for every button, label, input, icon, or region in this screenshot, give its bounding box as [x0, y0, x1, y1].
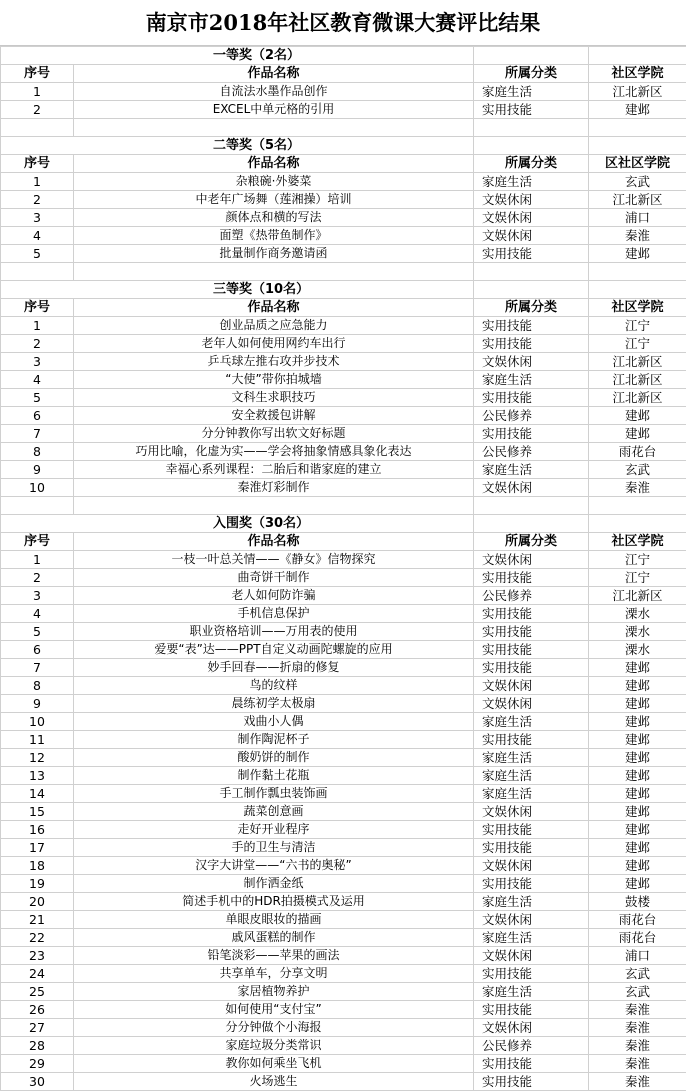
row-number-cell: 7	[1, 425, 74, 443]
category-cell: 家庭生活	[474, 371, 589, 389]
award-title: 二等奖（5名）	[1, 137, 474, 155]
college-cell: 建邺	[589, 749, 686, 767]
spacer-row	[1, 119, 686, 137]
row-number-cell: 19	[1, 875, 74, 893]
college-cell: 建邺	[589, 803, 686, 821]
college-cell: 建邺	[589, 857, 686, 875]
row-number-cell: 8	[1, 443, 74, 461]
category-cell: 家庭生活	[474, 749, 589, 767]
row-number-header: 序号	[1, 155, 74, 173]
table-row	[1, 245, 686, 263]
table-row	[1, 605, 686, 623]
college-cell: 玄武	[589, 983, 686, 1001]
category-cell: 实用技能	[474, 425, 589, 443]
work-name-cell: 职业资格培训——万用表的使用	[74, 623, 474, 641]
category-cell: 家庭生活	[474, 983, 589, 1001]
table-row	[1, 173, 686, 191]
category-header: 所属分类	[474, 299, 589, 317]
college-cell: 建邺	[589, 875, 686, 893]
work-name-cell: 制作黏土花瓶	[74, 767, 474, 785]
table-row	[1, 209, 686, 227]
row-number-cell: 23	[1, 947, 74, 965]
table-row	[1, 371, 686, 389]
table-row	[1, 83, 686, 101]
row-number-cell: 13	[1, 767, 74, 785]
category-header: 所属分类	[474, 155, 589, 173]
work-name-header: 作品名称	[74, 65, 474, 83]
row-number-cell: 10	[1, 479, 74, 497]
college-cell: 秦淮	[589, 1055, 686, 1073]
work-name-cell: 制作洒金纸	[74, 875, 474, 893]
table-row	[1, 353, 686, 371]
work-name-cell: 蔬菜创意画	[74, 803, 474, 821]
work-name-header: 作品名称	[74, 155, 474, 173]
college-cell: 江北新区	[589, 353, 686, 371]
work-name-cell: 制作陶泥杯子	[74, 731, 474, 749]
table-row	[1, 1001, 686, 1019]
table-row	[1, 929, 686, 947]
row-number-cell: 10	[1, 713, 74, 731]
table-row	[1, 1037, 686, 1055]
college-cell: 江北新区	[589, 191, 686, 209]
college-cell: 建邺	[589, 767, 686, 785]
row-number-cell: 4	[1, 605, 74, 623]
work-name-cell: 如何使用“支付宝”	[74, 1001, 474, 1019]
table-row	[1, 893, 686, 911]
row-number-cell: 14	[1, 785, 74, 803]
work-name-cell: 一枝一叶总关情——《静女》信物探究	[74, 551, 474, 569]
work-name-cell: 面塑《热带鱼制作》	[74, 227, 474, 245]
row-number-cell: 12	[1, 749, 74, 767]
college-cell: 建邺	[589, 821, 686, 839]
college-cell: 玄武	[589, 965, 686, 983]
college-cell: 浦口	[589, 209, 686, 227]
work-name-cell: 教你如何乘坐飞机	[74, 1055, 474, 1073]
table-row	[1, 695, 686, 713]
table-row	[1, 587, 686, 605]
row-number-cell: 4	[1, 371, 74, 389]
category-cell: 家庭生活	[474, 713, 589, 731]
table-row	[1, 461, 686, 479]
college-cell: 玄武	[589, 461, 686, 479]
empty-cell	[74, 263, 474, 281]
row-number-cell: 7	[1, 659, 74, 677]
work-name-cell: 中老年广场舞（莲湘操）培训	[74, 191, 474, 209]
college-cell: 玄武	[589, 173, 686, 191]
column-header-row	[1, 533, 686, 551]
row-number-cell: 6	[1, 641, 74, 659]
college-cell: 江北新区	[589, 389, 686, 407]
work-name-cell: 鸟的纹样	[74, 677, 474, 695]
empty-cell	[589, 137, 686, 155]
work-name-cell: 巧用比喻，化虚为实——学会将抽象情感具象化表达	[74, 443, 474, 461]
category-cell: 家庭生活	[474, 767, 589, 785]
table-row	[1, 911, 686, 929]
row-number-cell: 1	[1, 317, 74, 335]
college-cell: 秦淮	[589, 1001, 686, 1019]
college-cell: 雨花台	[589, 911, 686, 929]
college-cell: 秦淮	[589, 1037, 686, 1055]
work-name-cell: 手工制作瓢虫装饰画	[74, 785, 474, 803]
college-cell: 建邺	[589, 407, 686, 425]
row-number-header: 序号	[1, 533, 74, 551]
category-cell: 家庭生活	[474, 83, 589, 101]
award-title: 入围奖（30名）	[1, 515, 474, 533]
category-cell: 实用技能	[474, 335, 589, 353]
work-name-cell: 手机信息保护	[74, 605, 474, 623]
college-cell: 江北新区	[589, 371, 686, 389]
table-row	[1, 101, 686, 119]
work-name-cell: 简述手机中的HDR拍摄模式及运用	[74, 893, 474, 911]
row-number-cell: 5	[1, 389, 74, 407]
row-number-cell: 30	[1, 1073, 74, 1091]
college-cell: 江宁	[589, 317, 686, 335]
award-title: 三等奖（10名）	[1, 281, 474, 299]
category-cell: 实用技能	[474, 245, 589, 263]
table-row	[1, 335, 686, 353]
category-cell: 实用技能	[474, 569, 589, 587]
category-cell: 实用技能	[474, 1055, 589, 1073]
category-cell: 文娱休闲	[474, 551, 589, 569]
college-header: 社区学院	[589, 533, 686, 551]
table-row	[1, 983, 686, 1001]
category-cell: 文娱休闲	[474, 677, 589, 695]
category-cell: 实用技能	[474, 659, 589, 677]
row-number-cell: 24	[1, 965, 74, 983]
row-number-cell: 16	[1, 821, 74, 839]
empty-cell	[1, 119, 74, 137]
table-row	[1, 1055, 686, 1073]
row-number-cell: 6	[1, 407, 74, 425]
work-name-cell: 酸奶饼的制作	[74, 749, 474, 767]
category-cell: 家庭生活	[474, 785, 589, 803]
table-row	[1, 407, 686, 425]
college-cell: 建邺	[589, 659, 686, 677]
table-row	[1, 569, 686, 587]
category-cell: 实用技能	[474, 821, 589, 839]
work-name-cell: 家庭垃圾分类常识	[74, 1037, 474, 1055]
work-name-cell: 共享单车，分享文明	[74, 965, 474, 983]
work-name-cell: 自流法水墨作品创作	[74, 83, 474, 101]
award-title: 一等奖（2名）	[1, 47, 474, 65]
table-row	[1, 389, 686, 407]
row-number-cell: 5	[1, 245, 74, 263]
category-cell: 家庭生活	[474, 929, 589, 947]
empty-cell	[589, 263, 686, 281]
row-number-cell: 2	[1, 569, 74, 587]
table-row	[1, 821, 686, 839]
empty-cell	[589, 47, 686, 65]
table-row	[1, 947, 686, 965]
empty-cell	[474, 281, 589, 299]
award-title-row	[1, 515, 686, 533]
category-cell: 文娱休闲	[474, 209, 589, 227]
category-cell: 公民修养	[474, 443, 589, 461]
college-cell: 雨花台	[589, 929, 686, 947]
empty-cell	[589, 119, 686, 137]
table-row	[1, 191, 686, 209]
row-number-cell: 2	[1, 335, 74, 353]
college-cell: 江北新区	[589, 83, 686, 101]
row-number-header: 序号	[1, 65, 74, 83]
category-cell: 家庭生活	[474, 893, 589, 911]
row-number-cell: 27	[1, 1019, 74, 1037]
table-row	[1, 677, 686, 695]
work-name-cell: 妙手回春——折扇的修复	[74, 659, 474, 677]
work-name-cell: 创业品质之应急能力	[74, 317, 474, 335]
column-header-row	[1, 299, 686, 317]
work-name-cell: 走好开业程序	[74, 821, 474, 839]
category-cell: 实用技能	[474, 389, 589, 407]
row-number-cell: 3	[1, 353, 74, 371]
college-cell: 建邺	[589, 839, 686, 857]
table-row	[1, 623, 686, 641]
results-table-body	[1, 47, 686, 1091]
category-cell: 实用技能	[474, 317, 589, 335]
category-cell: 文娱休闲	[474, 857, 589, 875]
row-number-cell: 1	[1, 83, 74, 101]
row-number-cell: 17	[1, 839, 74, 857]
table-row	[1, 551, 686, 569]
category-cell: 实用技能	[474, 101, 589, 119]
work-name-cell: 曲奇饼干制作	[74, 569, 474, 587]
work-name-cell: 晨练初学太极扇	[74, 695, 474, 713]
work-name-cell: 颜体点和横的写法	[74, 209, 474, 227]
empty-cell	[589, 281, 686, 299]
row-number-cell: 9	[1, 695, 74, 713]
category-cell: 公民修养	[474, 587, 589, 605]
row-number-cell: 3	[1, 209, 74, 227]
work-name-cell: 分分钟做个小海报	[74, 1019, 474, 1037]
column-header-row	[1, 65, 686, 83]
college-cell: 鼓楼	[589, 893, 686, 911]
college-cell: 江宁	[589, 569, 686, 587]
empty-cell	[1, 497, 74, 515]
table-row	[1, 317, 686, 335]
table-row	[1, 857, 686, 875]
table-row	[1, 659, 686, 677]
college-cell: 江北新区	[589, 587, 686, 605]
category-cell: 实用技能	[474, 605, 589, 623]
row-number-cell: 1	[1, 173, 74, 191]
college-cell: 建邺	[589, 677, 686, 695]
table-row	[1, 875, 686, 893]
college-cell: 建邺	[589, 731, 686, 749]
category-header: 所属分类	[474, 533, 589, 551]
table-row	[1, 227, 686, 245]
college-cell: 雨花台	[589, 443, 686, 461]
work-name-cell: 戚风蛋糕的制作	[74, 929, 474, 947]
table-row	[1, 479, 686, 497]
table-row	[1, 443, 686, 461]
table-row	[1, 1019, 686, 1037]
award-title-row	[1, 281, 686, 299]
work-name-header: 作品名称	[74, 533, 474, 551]
category-cell: 文娱休闲	[474, 353, 589, 371]
category-cell: 实用技能	[474, 731, 589, 749]
results-table	[0, 46, 686, 1091]
category-cell: 家庭生活	[474, 173, 589, 191]
work-name-cell: 手的卫生与清洁	[74, 839, 474, 857]
page-title: 南京市2018年社区教育微课大赛评比结果	[0, 0, 686, 46]
award-title-row	[1, 137, 686, 155]
empty-cell	[474, 497, 589, 515]
work-name-cell: 铅笔淡彩——苹果的画法	[74, 947, 474, 965]
work-name-cell: 幸福心系列课程：二胎后和谐家庭的建立	[74, 461, 474, 479]
work-name-cell: EXCEL中单元格的引用	[74, 101, 474, 119]
category-cell: 文娱休闲	[474, 947, 589, 965]
work-name-cell: 文科生求职技巧	[74, 389, 474, 407]
category-cell: 文娱休闲	[474, 695, 589, 713]
category-cell: 家庭生活	[474, 461, 589, 479]
work-name-cell: 单眼皮眼妆的描画	[74, 911, 474, 929]
category-cell: 实用技能	[474, 641, 589, 659]
row-number-cell: 21	[1, 911, 74, 929]
college-cell: 溧水	[589, 641, 686, 659]
category-cell: 实用技能	[474, 839, 589, 857]
work-name-cell: 分分钟教你写出软文好标题	[74, 425, 474, 443]
category-cell: 文娱休闲	[474, 803, 589, 821]
college-cell: 秦淮	[589, 1073, 686, 1091]
work-name-cell: 老人如何防诈骗	[74, 587, 474, 605]
empty-cell	[474, 515, 589, 533]
row-number-cell: 20	[1, 893, 74, 911]
college-cell: 秦淮	[589, 227, 686, 245]
category-cell: 文娱休闲	[474, 911, 589, 929]
row-number-cell: 26	[1, 1001, 74, 1019]
row-number-cell: 3	[1, 587, 74, 605]
college-cell: 建邺	[589, 245, 686, 263]
row-number-cell: 4	[1, 227, 74, 245]
row-number-cell: 22	[1, 929, 74, 947]
category-cell: 实用技能	[474, 1001, 589, 1019]
row-number-cell: 11	[1, 731, 74, 749]
college-cell: 建邺	[589, 785, 686, 803]
college-cell: 江宁	[589, 335, 686, 353]
empty-cell	[474, 47, 589, 65]
work-name-cell: 乒乓球左推右攻并步技术	[74, 353, 474, 371]
category-cell: 公民修养	[474, 1037, 589, 1055]
work-name-cell: 安全救援包讲解	[74, 407, 474, 425]
row-number-cell: 2	[1, 101, 74, 119]
category-cell: 实用技能	[474, 875, 589, 893]
table-row	[1, 1073, 686, 1091]
spacer-row	[1, 263, 686, 281]
college-header: 社区学院	[589, 299, 686, 317]
work-name-cell: 家居植物养护	[74, 983, 474, 1001]
college-cell: 建邺	[589, 101, 686, 119]
table-row	[1, 839, 686, 857]
row-number-cell: 28	[1, 1037, 74, 1055]
table-row	[1, 785, 686, 803]
row-number-cell: 1	[1, 551, 74, 569]
table-row	[1, 425, 686, 443]
spacer-row	[1, 497, 686, 515]
category-cell: 文娱休闲	[474, 191, 589, 209]
college-cell: 江宁	[589, 551, 686, 569]
empty-cell	[589, 515, 686, 533]
row-number-header: 序号	[1, 299, 74, 317]
work-name-cell: 杂粮碗·外婆菜	[74, 173, 474, 191]
table-row	[1, 965, 686, 983]
category-cell: 公民修养	[474, 407, 589, 425]
category-cell: 文娱休闲	[474, 1019, 589, 1037]
college-cell: 秦淮	[589, 1019, 686, 1037]
work-name-cell: 秦淮灯彩制作	[74, 479, 474, 497]
category-cell: 实用技能	[474, 965, 589, 983]
table-row	[1, 713, 686, 731]
empty-cell	[474, 137, 589, 155]
table-row	[1, 731, 686, 749]
college-cell: 建邺	[589, 695, 686, 713]
work-name-cell: 戏曲小人偶	[74, 713, 474, 731]
column-header-row	[1, 155, 686, 173]
empty-cell	[74, 119, 474, 137]
award-title-row	[1, 47, 686, 65]
college-cell: 建邺	[589, 713, 686, 731]
row-number-cell: 15	[1, 803, 74, 821]
table-row	[1, 767, 686, 785]
empty-cell	[474, 263, 589, 281]
college-cell: 建邺	[589, 425, 686, 443]
row-number-cell: 5	[1, 623, 74, 641]
table-row	[1, 803, 686, 821]
row-number-cell: 8	[1, 677, 74, 695]
college-cell: 秦淮	[589, 479, 686, 497]
category-cell: 实用技能	[474, 623, 589, 641]
row-number-cell: 9	[1, 461, 74, 479]
work-name-header: 作品名称	[74, 299, 474, 317]
college-cell: 溧水	[589, 605, 686, 623]
college-cell: 溧水	[589, 623, 686, 641]
row-number-cell: 18	[1, 857, 74, 875]
category-header: 所属分类	[474, 65, 589, 83]
empty-cell	[1, 263, 74, 281]
work-name-cell: 汉字大讲堂——“六书的奥秘”	[74, 857, 474, 875]
college-cell: 浦口	[589, 947, 686, 965]
work-name-cell: 批量制作商务邀请函	[74, 245, 474, 263]
table-row	[1, 749, 686, 767]
table-row	[1, 641, 686, 659]
row-number-cell: 2	[1, 191, 74, 209]
work-name-cell: “大使”带你拍城墙	[74, 371, 474, 389]
empty-cell	[474, 119, 589, 137]
empty-cell	[589, 497, 686, 515]
category-cell: 文娱休闲	[474, 227, 589, 245]
college-header: 社区学院	[589, 65, 686, 83]
work-name-cell: 火场逃生	[74, 1073, 474, 1091]
category-cell: 实用技能	[474, 1073, 589, 1091]
work-name-cell: 爱要“表”达——PPT自定义动画陀螺旋的应用	[74, 641, 474, 659]
college-header: 区社区学院	[589, 155, 686, 173]
empty-cell	[74, 497, 474, 515]
row-number-cell: 29	[1, 1055, 74, 1073]
work-name-cell: 老年人如何使用网约车出行	[74, 335, 474, 353]
category-cell: 文娱休闲	[474, 479, 589, 497]
row-number-cell: 25	[1, 983, 74, 1001]
